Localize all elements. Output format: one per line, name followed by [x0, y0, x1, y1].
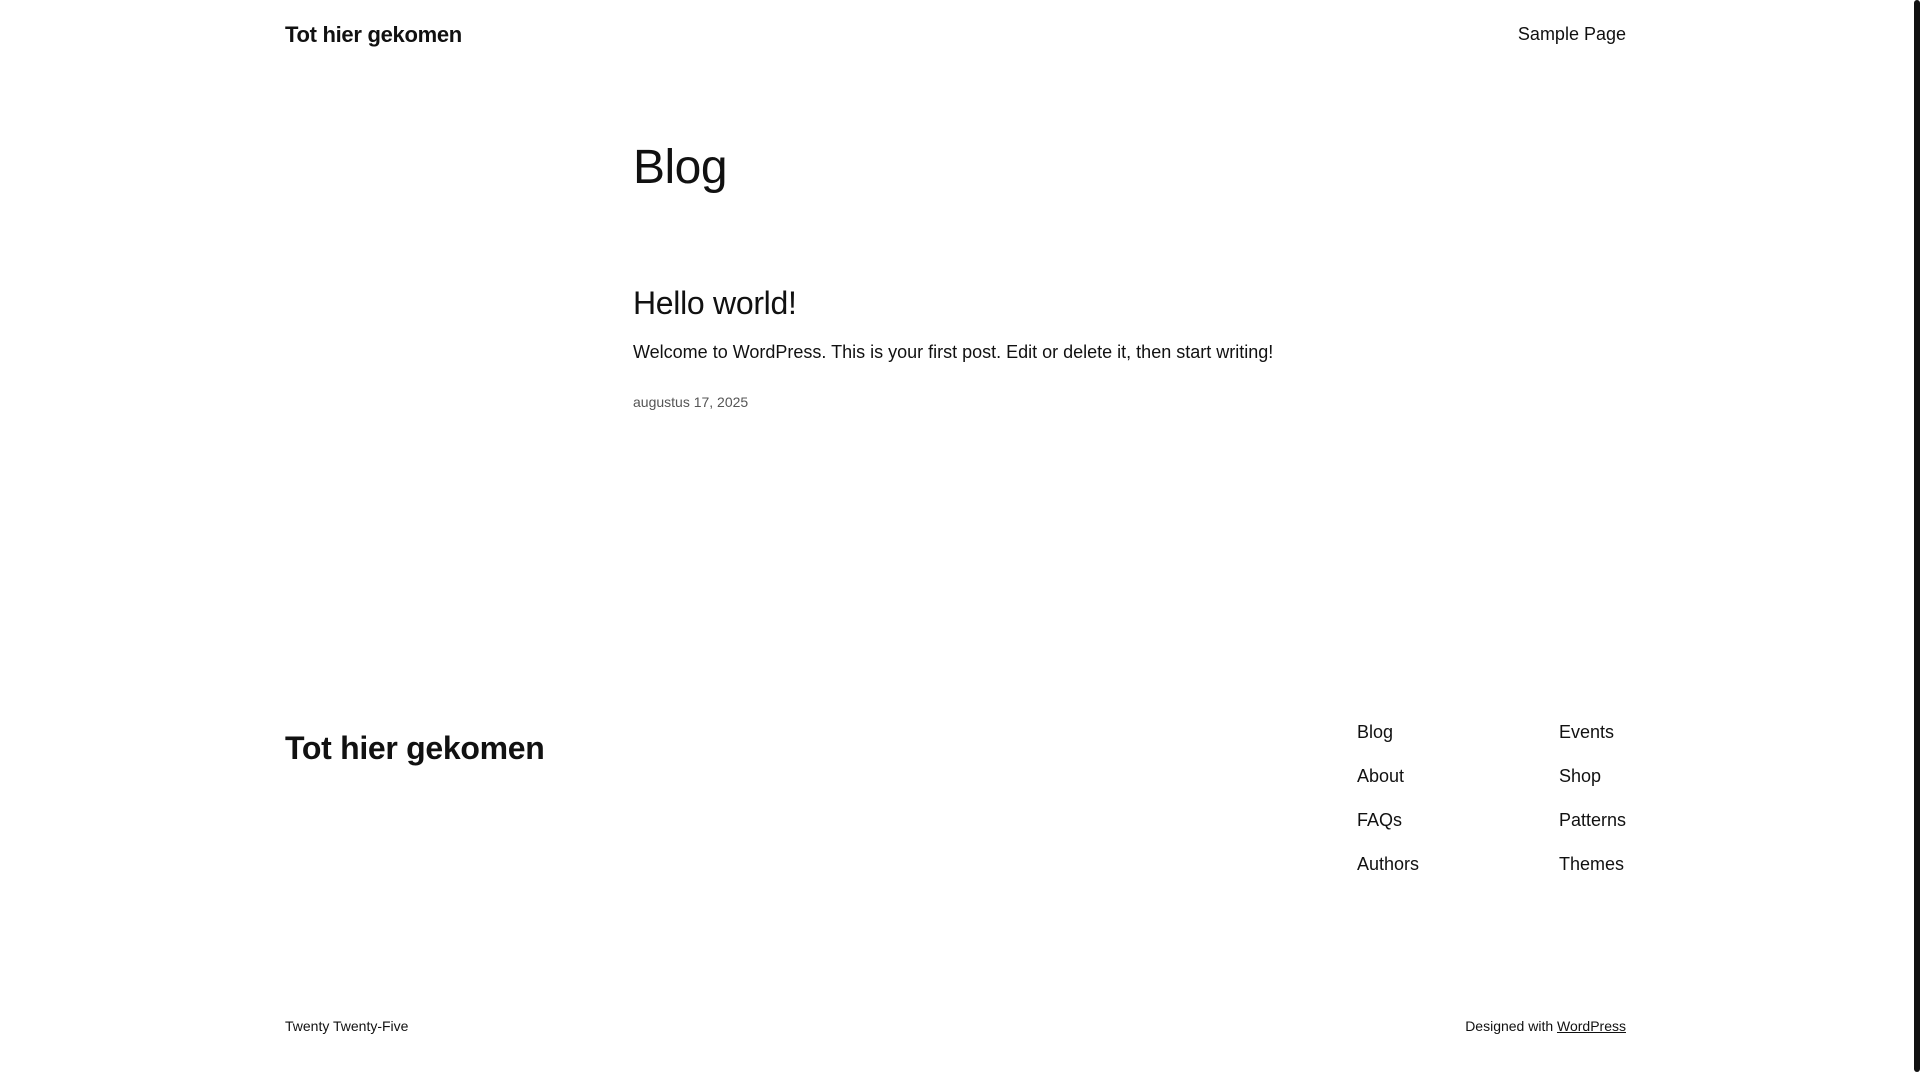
- wordpress-credit-link[interactable]: WordPress: [1557, 1018, 1626, 1034]
- site-header: [285, 0, 1626, 70]
- footer-site-title-link[interactable]: Tot hier gekomen: [285, 730, 545, 766]
- footer-link-faqs[interactable]: FAQs: [1357, 810, 1403, 830]
- site-footer: [285, 720, 1626, 920]
- footer-link-about[interactable]: About: [1357, 766, 1405, 786]
- footer-link-authors[interactable]: Authors: [1357, 854, 1420, 874]
- credit-text: [1465, 1018, 1626, 1034]
- site-title-link[interactable]: Tot hier gekomen: [285, 22, 462, 47]
- footer-link-events[interactable]: Events: [1559, 722, 1615, 742]
- credit-prefix: Designed with: [1465, 1018, 1554, 1034]
- vertical-scrollbar[interactable]: [1912, 0, 1920, 1080]
- header-nav: [1518, 24, 1626, 45]
- post-date-link[interactable]: augustus 17, 2025: [633, 394, 749, 410]
- footer-nav-column-2: [1559, 720, 1626, 896]
- footer-link-shop[interactable]: Shop: [1559, 766, 1602, 786]
- footer-bottom-bar: [285, 1018, 1626, 1038]
- page-title: Blog: [633, 141, 728, 194]
- footer-link-patterns[interactable]: Patterns: [1559, 810, 1627, 830]
- theme-name: Twenty Twenty-Five: [285, 1018, 409, 1034]
- nav-sample-page-link[interactable]: Sample Page: [1517, 24, 1626, 44]
- post-excerpt: Welcome to WordPress. This is your first post. Edit or delete it, then start writing!: [633, 342, 1274, 362]
- footer-link-themes[interactable]: Themes: [1559, 854, 1625, 874]
- footer-link-blog[interactable]: Blog: [1357, 722, 1394, 742]
- post-title-link[interactable]: Hello world!: [633, 285, 797, 321]
- footer-nav-column-1: [1357, 720, 1419, 896]
- scrollbar-thumb[interactable]: [1914, 0, 1920, 1072]
